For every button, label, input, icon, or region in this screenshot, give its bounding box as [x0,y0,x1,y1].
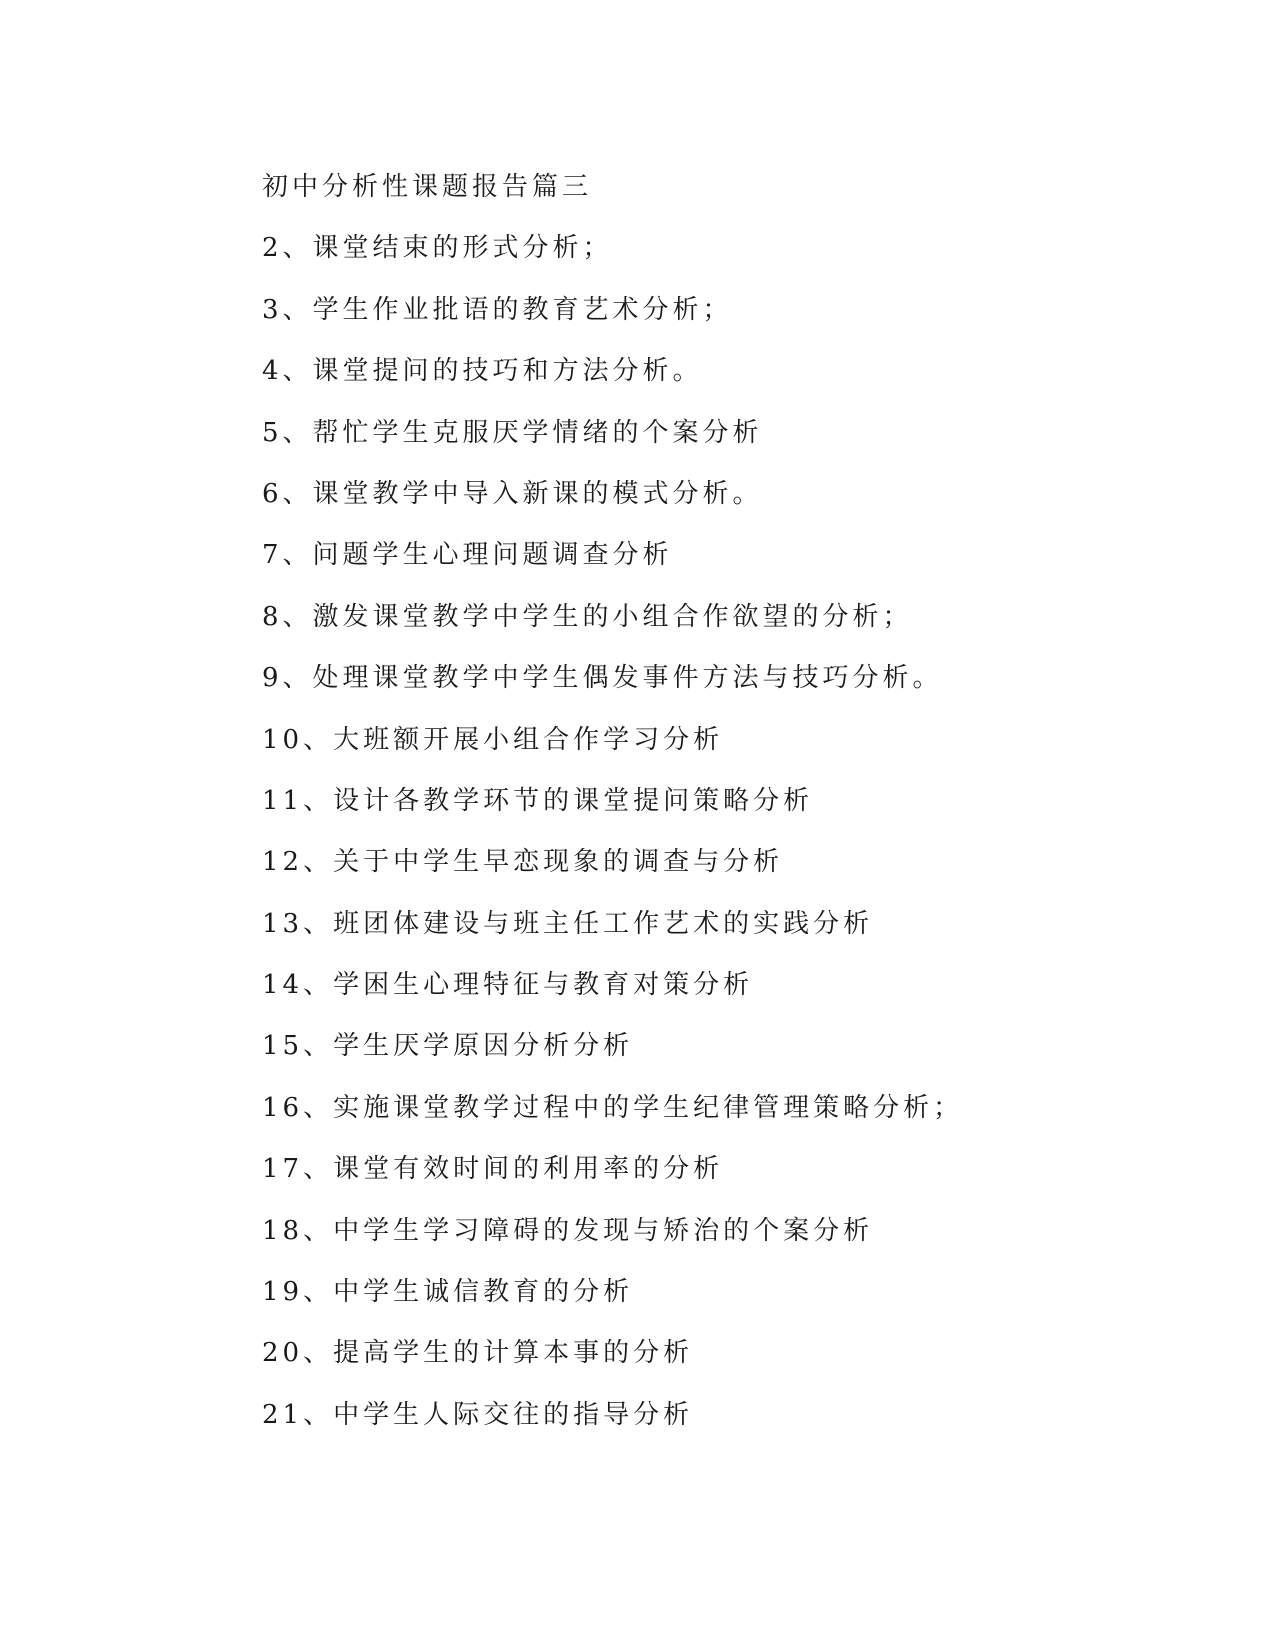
document-title: 初中分析性课题报告篇三 [262,172,593,202]
list-item: 14、学困生心理特征与教育对策分析 [262,970,754,1001]
list-item: 15、学生厌学原因分析分析 [262,1031,634,1062]
list-item: 12、关于中学生早恋现象的调查与分析 [262,847,784,878]
list-item: 13、班团体建设与班主任工作艺术的实践分析 [262,908,874,939]
list-item: 4、课堂提问的技巧和方法分析。 [262,356,703,387]
list-item: 7、问题学生心理问题调查分析 [262,540,673,571]
list-item: 5、帮忙学生克服厌学情绪的个案分析 [262,417,763,448]
list-item: 11、设计各教学环节的课堂提问策略分析 [262,785,814,816]
list-item: 9、处理课堂教学中学生偶发事件方法与技巧分析。 [262,663,943,694]
list-item: 8、激发课堂教学中学生的小组合作欲望的分析； [262,601,913,632]
list-item: 10、大班额开展小组合作学习分析 [262,724,724,755]
list-item: 21、中学生人际交往的指导分析 [262,1399,694,1430]
list-item: 2、课堂结束的形式分析； [262,233,613,264]
list-item: 6、课堂教学中导入新课的模式分析。 [262,478,763,509]
list-item: 16、实施课堂教学过程中的学生纪律管理策略分析； [262,1092,964,1123]
list-item: 20、提高学生的计算本事的分析 [262,1338,694,1369]
list-item: 18、中学生学习障碍的发现与矫治的个案分析 [262,1215,874,1246]
list-item: 17、课堂有效时间的利用率的分析 [262,1154,724,1185]
document-body [262,164,1162,1453]
list-item: 19、中学生诚信教育的分析 [262,1277,634,1308]
list-item: 3、学生作业批语的教育艺术分析； [262,294,733,325]
